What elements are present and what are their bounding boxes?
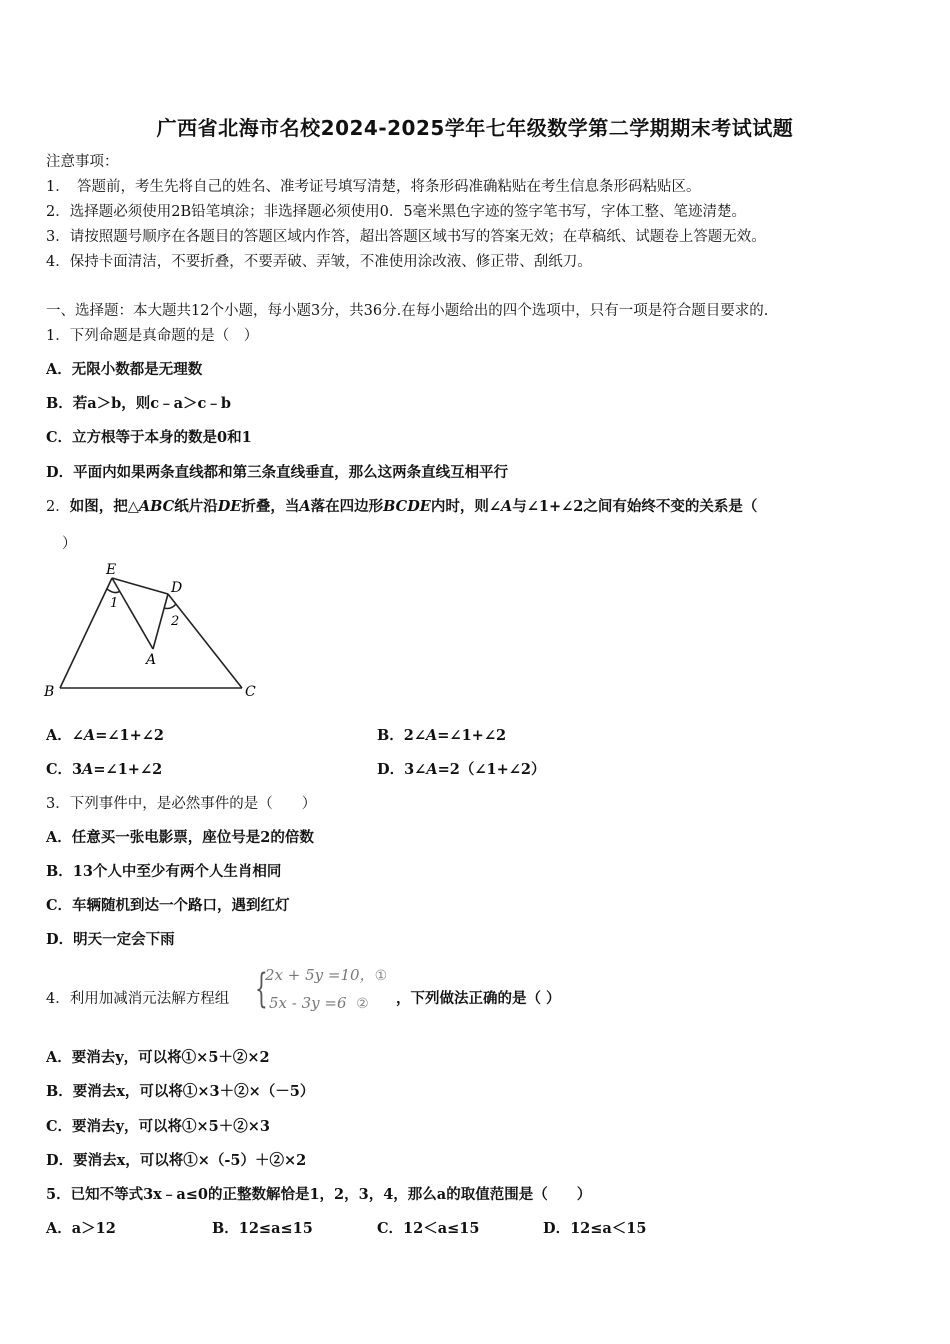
option-text: 2∠ <box>403 727 427 744</box>
equation-mark: ② <box>356 996 369 1012</box>
q2-stem-close: ） <box>62 536 77 552</box>
option-text: =∠1+∠2 <box>437 727 507 744</box>
q1-stem: 1．下列命题是真命题的是（ ） <box>46 328 259 344</box>
q1-option-c: C．立方根等于本身的数是0和1 <box>46 429 252 446</box>
edge-cd <box>168 594 242 688</box>
option-var: A <box>426 761 438 778</box>
q4-option-a: A．要消去y，可以将①×5＋②×2 <box>46 1049 270 1066</box>
q2-var: A <box>500 498 513 515</box>
q2-var: ABC <box>138 498 175 515</box>
q2-var: DE <box>217 498 242 515</box>
option-label: D． <box>377 761 405 778</box>
q2-var: BCDE <box>383 498 431 515</box>
edge-be <box>60 578 112 688</box>
notice-heading: 注意事项： <box>46 154 119 170</box>
label-a: A <box>146 652 157 668</box>
q2-option-d <box>377 760 545 780</box>
option-label: C． <box>46 761 73 778</box>
equation-text: 2x + 5y =10， <box>265 966 375 984</box>
q2-number: 2． <box>46 499 70 515</box>
q4-equation-1 <box>265 964 387 985</box>
q4-equation-2 <box>269 994 369 1012</box>
notice-item-3: 3．请按照题号顺序在各题目的答题区域内作答，超出答题区域书写的答案无效；在草稿纸、试题卷上答题无效。 <box>46 229 766 245</box>
option-text: =2（∠1+∠2） <box>437 761 546 778</box>
label-d: D <box>171 580 183 596</box>
q3-option-a: A．任意买一张电影票，座位号是2的倍数 <box>46 829 314 846</box>
option-text: 3∠ <box>404 761 427 778</box>
option-text: =∠1+∠2 <box>93 761 163 778</box>
option-label: B． <box>377 727 404 744</box>
q3-stem: 3．下列事件中，是必然事件的是（ ） <box>46 796 317 812</box>
q4-stem-pre: 4．利用加减消元法解方程组 <box>46 991 230 1007</box>
q4-stem-post: ，下列做法正确的是（ ） <box>396 990 561 1007</box>
q1-option-d: D．平面内如果两条直线都和第三条直线垂直，那么这两条直线互相平行 <box>46 464 509 481</box>
exam-title: 广西省北海市名校2024-2025学年七年级数学第二学期期末考试试题 <box>156 116 794 140</box>
option-var: A <box>83 727 96 744</box>
notice-item-4: 4．保持卡面清洁，不要折叠，不要弄破、弄皱，不准使用涂改液、修正带、刮纸刀。 <box>46 254 592 270</box>
q2-stem <box>46 497 757 517</box>
q5-option-d: D．12≤a＜15 <box>543 1220 647 1237</box>
option-var: A <box>426 727 438 744</box>
option-text: =∠1+∠2 <box>95 727 164 744</box>
option-var: A <box>82 761 94 778</box>
option-label: A． <box>46 727 72 744</box>
label-e: E <box>106 562 117 578</box>
q5-option-b: B．12≤a≤15 <box>212 1220 313 1237</box>
q2-text: 纸片沿 <box>174 498 218 515</box>
q5-option-c: C．12＜a≤15 <box>377 1220 480 1237</box>
label-angle-1: 1 <box>110 596 119 611</box>
option-text: ∠ <box>71 727 84 744</box>
q3-option-b: B．13个人中至少有两个人生肖相同 <box>46 863 282 880</box>
q2-option-b <box>377 726 506 746</box>
q2-text: 折叠，当 <box>241 498 300 515</box>
q2-option-c <box>46 760 162 780</box>
q2-text: 落在四边形 <box>310 498 384 515</box>
equation-text: 5x - 3y =6 <box>269 994 347 1012</box>
brace-icon: { <box>255 966 268 1012</box>
q2-triangle-figure <box>40 558 270 708</box>
q1-option-b: B．若a＞b，则c﹣a＞c﹣b <box>46 395 231 412</box>
q5-stem: 5．已知不等式3x﹣a≤0的正整数解恰是1，2，3，4，那么a的取值范围是（ ） <box>46 1186 592 1203</box>
q2-text: 与∠1+∠2之间有始终不变的关系是（ <box>512 498 758 515</box>
q2-text: 如图，把△ <box>69 498 139 515</box>
notice-item-1: 1． 答题前，考生先将自己的姓名、准考证号填写清楚，将条形码准确粘贴在考生信息条形码粘贴区。 <box>46 179 701 195</box>
edge-ad <box>153 594 168 649</box>
label-angle-2: 2 <box>171 614 180 629</box>
label-b: B <box>44 684 55 700</box>
equation-mark: ① <box>374 968 388 984</box>
label-c: C <box>245 684 256 700</box>
q1-option-a: A．无限小数都是无理数 <box>46 361 203 378</box>
q4-option-b: B．要消去x，可以将①×3＋②×（－5） <box>46 1083 315 1100</box>
q2-var: A <box>299 498 311 515</box>
q3-option-c: C．车辆随机到达一个路口，遇到红灯 <box>46 897 290 914</box>
q4-option-d: D．要消去x，可以将①×（-5）＋②×2 <box>46 1152 307 1169</box>
q3-option-d: D．明天一定会下雨 <box>46 931 175 948</box>
q2-text: 内时，则∠ <box>430 498 501 515</box>
q4-equation-system <box>255 962 395 1022</box>
option-text: 3 <box>72 761 83 778</box>
q5-option-a: A．a＞12 <box>46 1220 116 1237</box>
q4-option-c: C．要消去y，可以将①×5＋②×3 <box>46 1118 270 1135</box>
section-heading: 一、选择题：本大题共12个小题，每小题3分，共36分.在每小题给出的四个选项中，只有一项是符合题目要求的. <box>46 303 769 319</box>
q2-option-a <box>46 726 164 746</box>
notice-item-2: 2．选择题必须使用2B铅笔填涂；非选择题必须使用0．5毫米黑色字迹的签字笔书写，字体工整、笔迹清楚。 <box>46 204 747 220</box>
